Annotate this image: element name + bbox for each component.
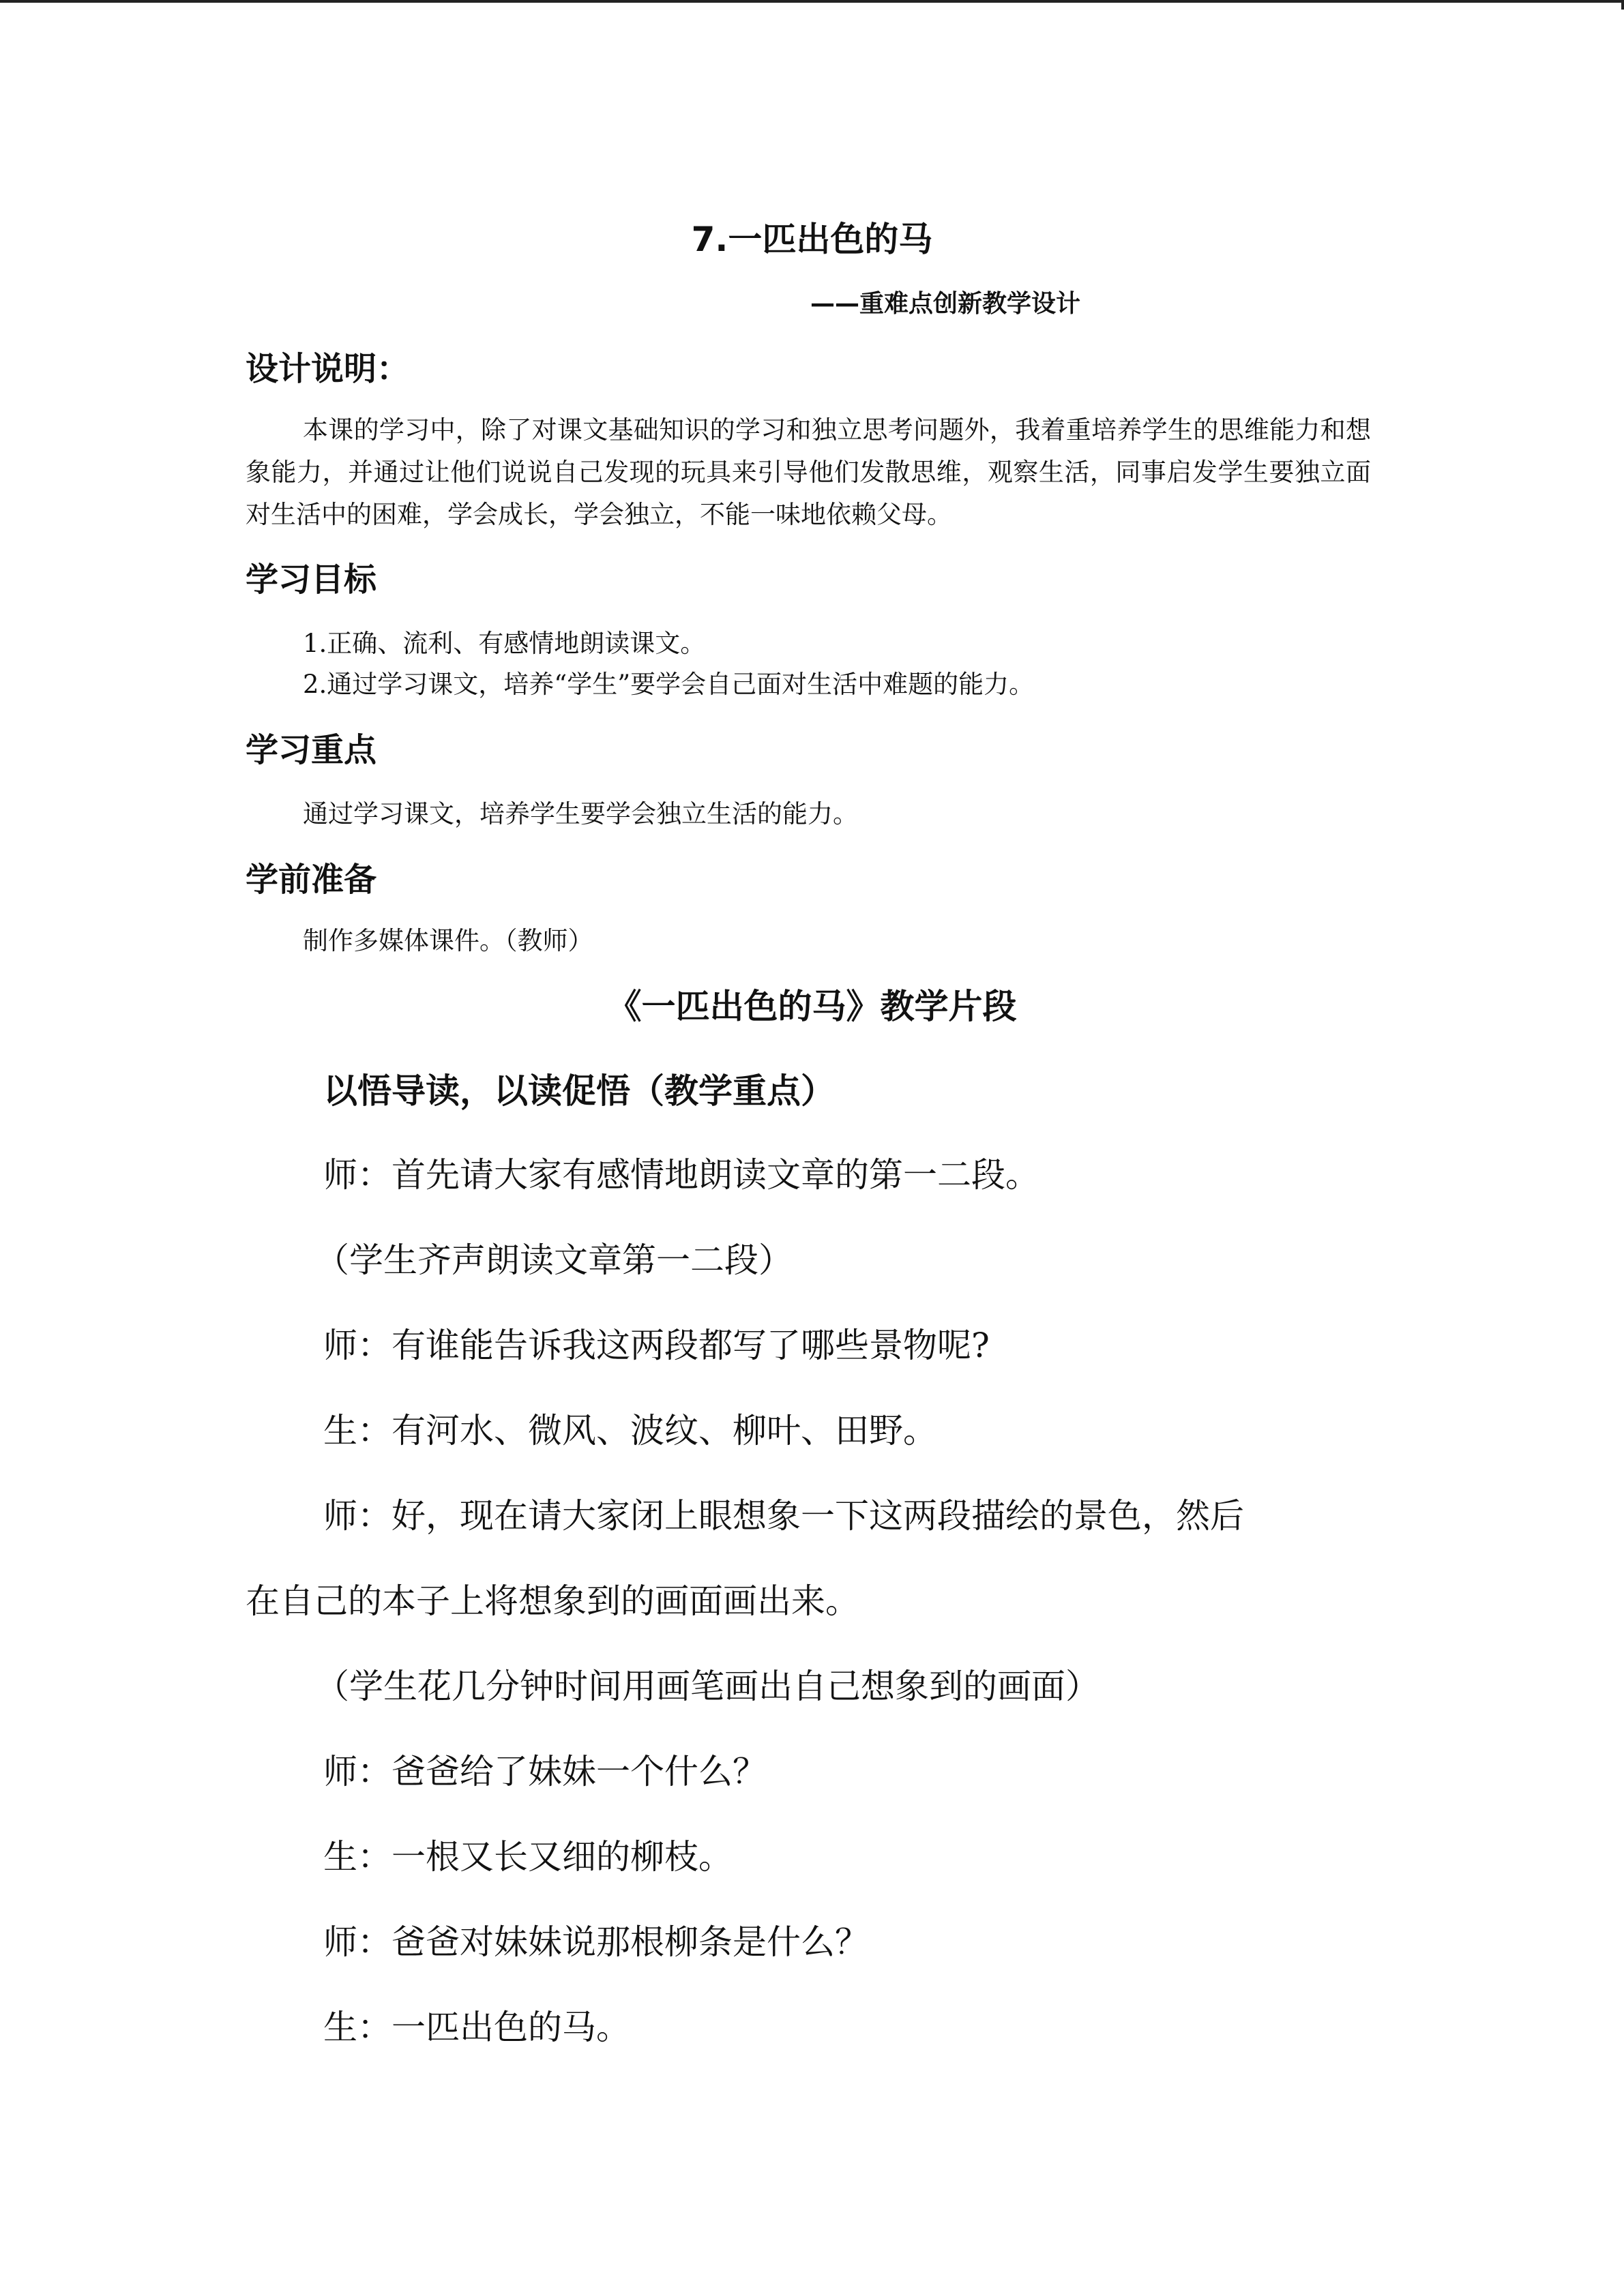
dialogue-line: 师：有谁能告诉我这两段都写了哪些景物呢? xyxy=(323,1326,990,1365)
document-title: 7.一匹出色的马 xyxy=(691,220,933,259)
dialogue-line: （学生花几分钟时间用画笔画出自己想象到的画面） xyxy=(315,1667,1099,1706)
focus-heading: 学习重点 xyxy=(246,731,377,769)
dialogue-line: 生：一匹出色的马。 xyxy=(323,2008,630,2047)
dialogue-line: 师：首先请大家有感情地朗读文章的第一二段。 xyxy=(323,1155,1039,1195)
fragment-title: 《一匹出色的马》教学片段 xyxy=(607,987,1017,1026)
design-paragraph: 本课的学习中，除了对课文基础知识的学习和独立思考问题外，我着重培养学生的思维能力和想象能力，并通过让他们说说自己发现的玩具来引导他们发散思维，观察生活，同事启发学生要独立面对生活中的困难，学会成长，学会独立，不能一味地依赖父母。 xyxy=(246,415,1371,529)
dialogue-line: 在自己的本子上将想象到的画面画出来。 xyxy=(246,1581,859,1621)
top-border-line xyxy=(0,0,1624,3)
goal-item: 1.正确、流利、有感情地朗读课文。 xyxy=(303,629,706,658)
dialogue-line: 生：有河水、微风、波纹、柳叶、田野。 xyxy=(323,1411,937,1450)
goals-heading: 学习目标 xyxy=(246,561,377,599)
dialogue-line: （学生齐声朗读文章第一二段） xyxy=(315,1240,793,1280)
fragment-subheading: 以悟导读，以读促悟（教学重点） xyxy=(323,1071,835,1111)
focus-text: 通过学习课文，培养学生要学会独立生活的能力。 xyxy=(303,799,858,829)
goal-item: 2.通过学习课文，培养“学生”要学会自己面对生活中难题的能力。 xyxy=(303,670,1035,699)
dialogue-line: 师：好，现在请大家闭上眼想象一下这两段描绘的景色，然后 xyxy=(323,1496,1244,1536)
dialogue-line: 师：爸爸给了妹妹一个什么？ xyxy=(323,1752,767,1791)
design-heading: 设计说明： xyxy=(246,350,410,388)
prep-heading: 学前准备 xyxy=(246,861,377,899)
dialogue-line: 师：爸爸对妹妹说那根柳条是什么？ xyxy=(323,1922,869,1962)
corner-mark xyxy=(1621,0,1624,10)
dialogue-line: 生：一根又长又细的柳枝。 xyxy=(323,1837,733,1877)
document-subtitle: ——重难点创新教学设计 xyxy=(810,290,1081,318)
prep-text: 制作多媒体课件。（教师） xyxy=(303,926,593,955)
